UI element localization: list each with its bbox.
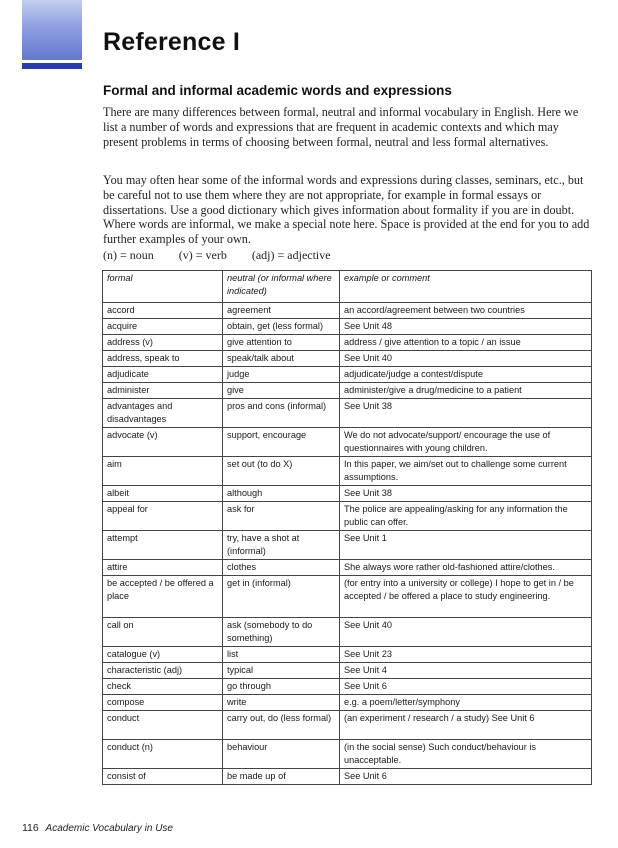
table-row	[103, 740, 592, 769]
formal-cell: accord	[103, 303, 223, 319]
example-cell: administer/give a drug/medicine to a patient	[340, 383, 592, 399]
neutral-cell: list	[223, 647, 340, 663]
table-row	[103, 457, 592, 486]
formal-cell: be accepted / be offered a place	[103, 576, 223, 618]
example-cell: (in the social sense) Such conduct/behaviour is unacceptable.	[340, 740, 592, 769]
table-row	[103, 303, 592, 319]
formal-cell: albeit	[103, 486, 223, 502]
table-row	[103, 335, 592, 351]
page-title: Reference I	[103, 28, 240, 56]
neutral-cell: be made up of	[223, 769, 340, 785]
neutral-cell: carry out, do (less formal)	[223, 711, 340, 740]
example-cell: address / give attention to a topic / an issue	[340, 335, 592, 351]
example-cell: We do not advocate/support/ encourage the use of questionnaires with young children.	[340, 428, 592, 457]
formal-cell: call on	[103, 618, 223, 647]
neutral-cell: agreement	[223, 303, 340, 319]
legend-verb: (v) = verb	[178, 248, 227, 262]
table-row	[103, 486, 592, 502]
abbreviation-legend	[103, 248, 353, 263]
neutral-cell: obtain, get (less formal)	[223, 319, 340, 335]
neutral-cell: write	[223, 695, 340, 711]
table-row	[103, 695, 592, 711]
example-cell: See Unit 40	[340, 351, 592, 367]
neutral-cell: pros and cons (informal)	[223, 399, 340, 428]
intro-paragraph: There are many differences between formal, neutral and informal vocabulary in English. Here we list a number of words and expressions that are frequent in academic contexts and which may present problems in terms of choosing between formal, neutral and less formal alternatives.	[103, 105, 579, 149]
neutral-cell: support, encourage	[223, 428, 340, 457]
table-row	[103, 679, 592, 695]
advice-paragraph: You may often hear some of the informal words and expressions during classes, seminars, etc., but be careful not to use them where they are not appropriate, for example in formal essays or dissertations. Use a good dictionary which gives information about formality if you are in doubt. Where words are informal, we make a special note here. Space is provided at the end for you to add further examples of your own.	[103, 173, 590, 247]
formal-cell: adjudicate	[103, 367, 223, 383]
neutral-cell: behaviour	[223, 740, 340, 769]
section-heading: Formal and informal academic words and expressions	[103, 83, 452, 98]
table-row	[103, 560, 592, 576]
table-row	[103, 383, 592, 399]
table-row	[103, 618, 592, 647]
table-row	[103, 367, 592, 383]
example-cell: (an experiment / research / a study) See Unit 6	[340, 711, 592, 740]
table-row	[103, 531, 592, 560]
formal-cell: aim	[103, 457, 223, 486]
neutral-cell: set out (to do X)	[223, 457, 340, 486]
formal-cell: acquire	[103, 319, 223, 335]
table-row	[103, 647, 592, 663]
formal-cell: appeal for	[103, 502, 223, 531]
example-cell: e.g. a poem/letter/symphony	[340, 695, 592, 711]
example-cell: adjudicate/judge a contest/dispute	[340, 367, 592, 383]
legend-adjective: (adj) = adjective	[251, 248, 331, 262]
neutral-cell: give	[223, 383, 340, 399]
table-row	[103, 399, 592, 428]
formal-cell: compose	[103, 695, 223, 711]
example-cell: She always wore rather old-fashioned attire/clothes.	[340, 560, 592, 576]
formal-cell: conduct	[103, 711, 223, 740]
formal-cell: characteristic (adj)	[103, 663, 223, 679]
neutral-cell: clothes	[223, 560, 340, 576]
neutral-cell: speak/talk about	[223, 351, 340, 367]
neutral-cell: judge	[223, 367, 340, 383]
vocabulary-table	[102, 270, 592, 785]
neutral-cell: go through	[223, 679, 340, 695]
table-header-row	[103, 271, 592, 303]
formal-cell: conduct (n)	[103, 740, 223, 769]
formal-cell: administer	[103, 383, 223, 399]
table-row	[103, 663, 592, 679]
example-cell: See Unit 38	[340, 399, 592, 428]
example-cell: See Unit 40	[340, 618, 592, 647]
example-cell: See Unit 6	[340, 679, 592, 695]
neutral-cell: give attention to	[223, 335, 340, 351]
example-cell: (for entry into a university or college) I hope to get in / be accepted / be offered a place to study engineering.	[340, 576, 592, 618]
formal-cell: address, speak to	[103, 351, 223, 367]
legend-noun: (n) = noun	[103, 248, 154, 262]
formal-cell: advocate (v)	[103, 428, 223, 457]
neutral-cell: ask (somebody to do something)	[223, 618, 340, 647]
table-row	[103, 711, 592, 740]
formal-cell: catalogue (v)	[103, 647, 223, 663]
example-cell: See Unit 38	[340, 486, 592, 502]
neutral-cell: ask for	[223, 502, 340, 531]
example-cell: The police are appealing/asking for any information the public can offer.	[340, 502, 592, 531]
example-cell: In this paper, we aim/set out to challenge some current assumptions.	[340, 457, 592, 486]
table-row	[103, 428, 592, 457]
example-cell: See Unit 4	[340, 663, 592, 679]
formal-cell: attire	[103, 560, 223, 576]
chapter-tab-gradient	[22, 0, 82, 60]
page-number: 116	[22, 822, 39, 834]
header-neutral: neutral (or informal where indicated)	[223, 271, 340, 303]
formal-cell: attempt	[103, 531, 223, 560]
formal-cell: advantages and disadvantages	[103, 399, 223, 428]
formal-cell: check	[103, 679, 223, 695]
example-cell: an accord/agreement between two countries	[340, 303, 592, 319]
table-row	[103, 576, 592, 618]
header-formal: formal	[103, 271, 223, 303]
example-cell: See Unit 1	[340, 531, 592, 560]
neutral-cell: try, have a shot at (informal)	[223, 531, 340, 560]
neutral-cell: get in (informal)	[223, 576, 340, 618]
neutral-cell: typical	[223, 663, 340, 679]
page-footer	[22, 822, 173, 834]
chapter-tab-bar	[22, 63, 82, 69]
example-cell: See Unit 48	[340, 319, 592, 335]
book-title: Academic Vocabulary in Use	[45, 823, 173, 834]
formal-cell: address (v)	[103, 335, 223, 351]
neutral-cell: although	[223, 486, 340, 502]
example-cell: See Unit 23	[340, 647, 592, 663]
table-row	[103, 319, 592, 335]
table-row	[103, 769, 592, 785]
table-row	[103, 502, 592, 531]
table-row	[103, 351, 592, 367]
header-example: example or comment	[340, 271, 592, 303]
example-cell: See Unit 6	[340, 769, 592, 785]
formal-cell: consist of	[103, 769, 223, 785]
